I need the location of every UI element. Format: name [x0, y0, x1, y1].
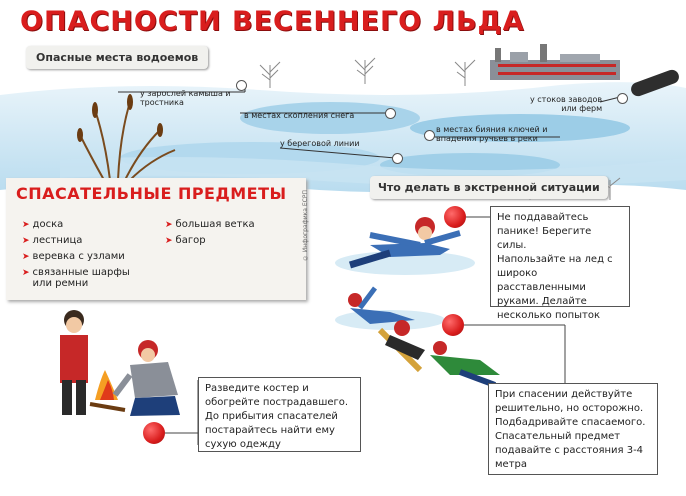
danger-spot-springs: в местах бияния ключей и впадения ручьев в реки — [436, 125, 548, 143]
arrow-icon: ➤ — [165, 236, 173, 246]
arrow-icon: ➤ — [165, 220, 173, 230]
page-title: ОПАСНОСТИ ВЕСЕННЕГО ЛЬДА — [20, 6, 525, 37]
emergency-label: Что делать в экстренной ситуации — [370, 176, 608, 199]
danger-spot-snow: в местах скопления снега — [244, 111, 355, 120]
arrow-icon: ➤ — [22, 252, 30, 262]
tip-rescue-others: При спасении действуйте решительно, но осторожно. Подбадривайте спасаемого. Спасательный предмет подавайте с расстояния 3-4 метра — [488, 383, 658, 475]
danger-spot-shoreline: у береговой линии — [280, 139, 360, 148]
dangerous-places-label: Опасные места водоемов — [26, 46, 208, 69]
rescue-item: ➤ веревка с узлами — [22, 251, 125, 262]
infographic-credit: © Инфографика ЕСРП — [302, 190, 309, 262]
danger-spot-reeds: у зарослей камыша и тростника — [140, 89, 231, 107]
rescue-items-title: СПАСАТЕЛЬНЫЕ ПРЕДМЕТЫ — [16, 184, 287, 203]
rescue-item: ➤ лестница — [22, 235, 83, 246]
tip-self-rescue: Не поддавайтесь панике! Берегите силы. Напользайте на лед с широко расставленными руками. Делайте несколько попыток — [490, 206, 630, 307]
arrow-icon: ➤ — [22, 220, 30, 230]
tip-warm-victim: Разведите костер и обогрейте пострадавшего. До прибытия спасателей постарайтесь найти ему сухую одежду — [198, 377, 361, 452]
arrow-icon: ➤ — [22, 268, 30, 278]
danger-spot-drains: у стоков заводов или ферм — [530, 95, 603, 113]
rescue-item: ➤ багор — [165, 235, 206, 246]
rescue-item: ➤ доска — [22, 219, 64, 230]
arrow-icon: ➤ — [22, 236, 30, 246]
rescue-item: ➤ связанные шарфы или ремни — [22, 267, 130, 289]
rescue-item: ➤ большая ветка — [165, 219, 255, 230]
